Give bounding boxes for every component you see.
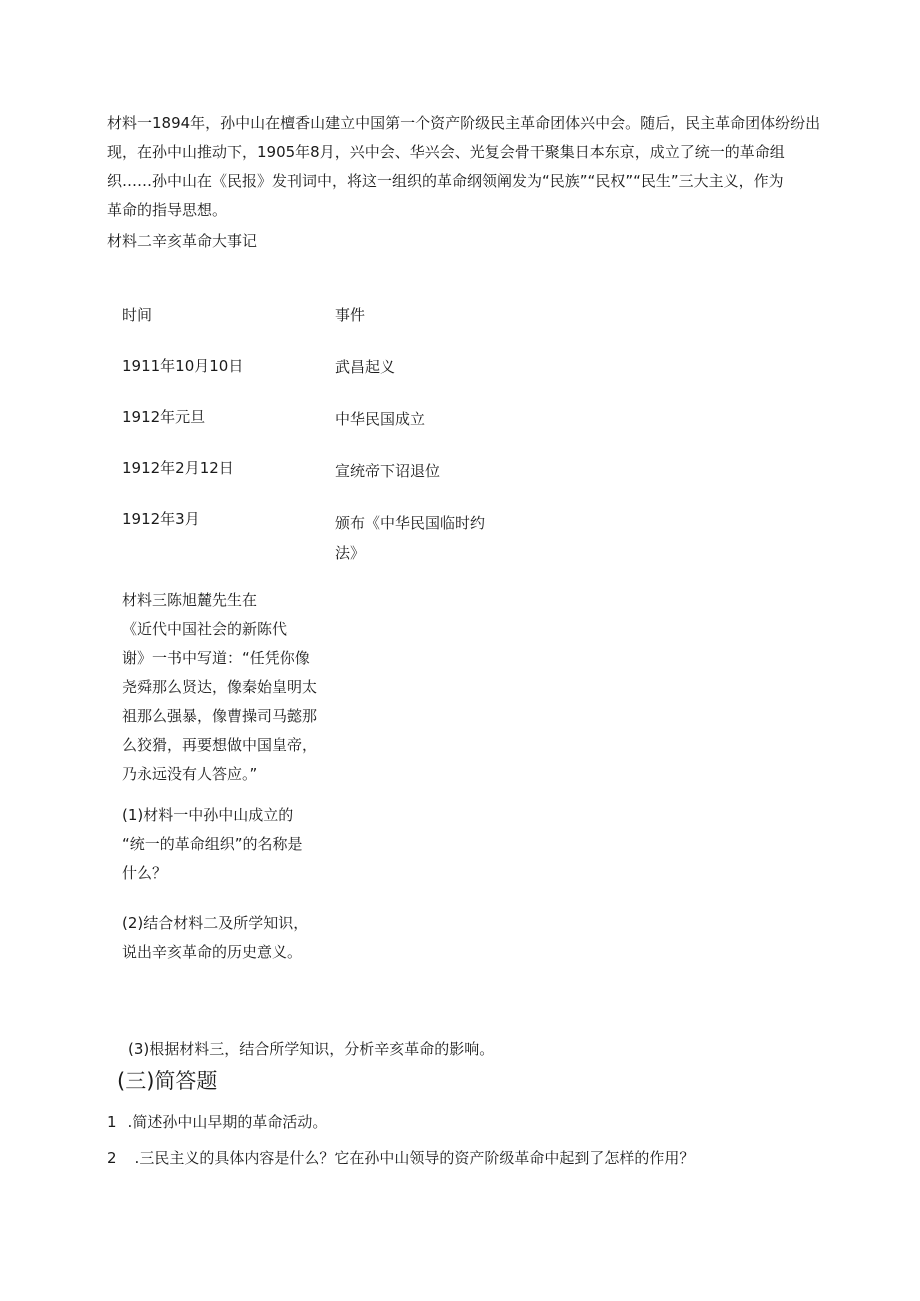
material-3-line: 《近代中国社会的新陈代 bbox=[122, 620, 288, 638]
table-cell-event-continued: 法》 bbox=[335, 544, 366, 562]
table-cell-event: 中华民国成立 bbox=[335, 410, 426, 428]
question-3: (3)根据材料三，结合所学知识，分析辛亥革命的影响。 bbox=[128, 1040, 495, 1058]
material-1-line: 现，在孙中山推动下，1905年8月，兴中会、华兴会、光复会骨干聚集日本东京，成立了统一的革命组 bbox=[107, 143, 785, 161]
material-2-title: 材料二辛亥革命大事记 bbox=[107, 232, 258, 250]
question-1 bbox=[122, 801, 327, 888]
material-3-paragraph bbox=[122, 586, 327, 789]
table-header-time: 时间 bbox=[122, 306, 153, 324]
table-header-event: 事件 bbox=[335, 306, 366, 324]
material-3-line: 材料三陈旭麓先生在 bbox=[122, 591, 258, 609]
material-3-line: 么狡猾，再要想做中国皇帝， bbox=[122, 736, 318, 754]
material-1-line: 织……孙中山在《民报》发刊词中，将这一组织的革命纲领阐发为“民族”“民权”“民生”三大主义，作为 bbox=[107, 172, 784, 190]
material-1-line: 革命的指导思想。 bbox=[107, 201, 228, 219]
short-answer-item-2 bbox=[107, 1143, 694, 1173]
table-cell-time: 1912年2月12日 bbox=[122, 459, 234, 477]
table-cell-time: 1911年10月10日 bbox=[122, 357, 244, 375]
section-3-title: (三)简答题 bbox=[117, 1069, 218, 1093]
short-answer-item-1 bbox=[107, 1107, 327, 1137]
material-1-paragraph bbox=[107, 109, 827, 225]
item-text: .三民主义的具体内容是什么？它在孙中山领导的资产阶级革命中起到了怎样的作用？ bbox=[134, 1149, 695, 1167]
table-cell-event: 颁布《中华民国临时约 bbox=[335, 514, 486, 532]
question-2 bbox=[122, 909, 327, 967]
table-cell-event: 宣统帝下诏退位 bbox=[335, 462, 441, 480]
table-cell-event: 武昌起义 bbox=[335, 358, 396, 376]
question-2-line: 说出辛亥革命的历史意义。 bbox=[122, 943, 303, 961]
item-number: 2 bbox=[107, 1149, 117, 1167]
material-3-line: 尧舜那么贤达，像秦始皇明太 bbox=[122, 678, 318, 696]
item-number: 1 bbox=[107, 1113, 117, 1131]
material-3-line: 乃永远没有人答应。” bbox=[122, 765, 258, 783]
table-cell-time: 1912年元旦 bbox=[122, 408, 206, 426]
table-cell-time: 1912年3月 bbox=[122, 510, 200, 528]
question-1-line: “统一的革命组织”的名称是 bbox=[122, 835, 303, 853]
material-1-line: 材料一1894年，孙中山在檀香山建立中国第一个资产阶级民主革命团体兴中会。随后，民主革命团体纷纷出 bbox=[107, 114, 821, 132]
material-3-line: 祖那么强暴，像曹操司马懿那 bbox=[122, 707, 318, 725]
item-text: .简述孙中山早期的革命活动。 bbox=[127, 1113, 328, 1131]
question-2-line: (2)结合材料二及所学知识， bbox=[122, 914, 309, 932]
question-1-line: (1)材料一中孙中山成立的 bbox=[122, 806, 294, 824]
question-1-line: 什么？ bbox=[122, 864, 168, 882]
material-3-line: 谢》一书中写道：“任凭你像 bbox=[122, 649, 310, 667]
